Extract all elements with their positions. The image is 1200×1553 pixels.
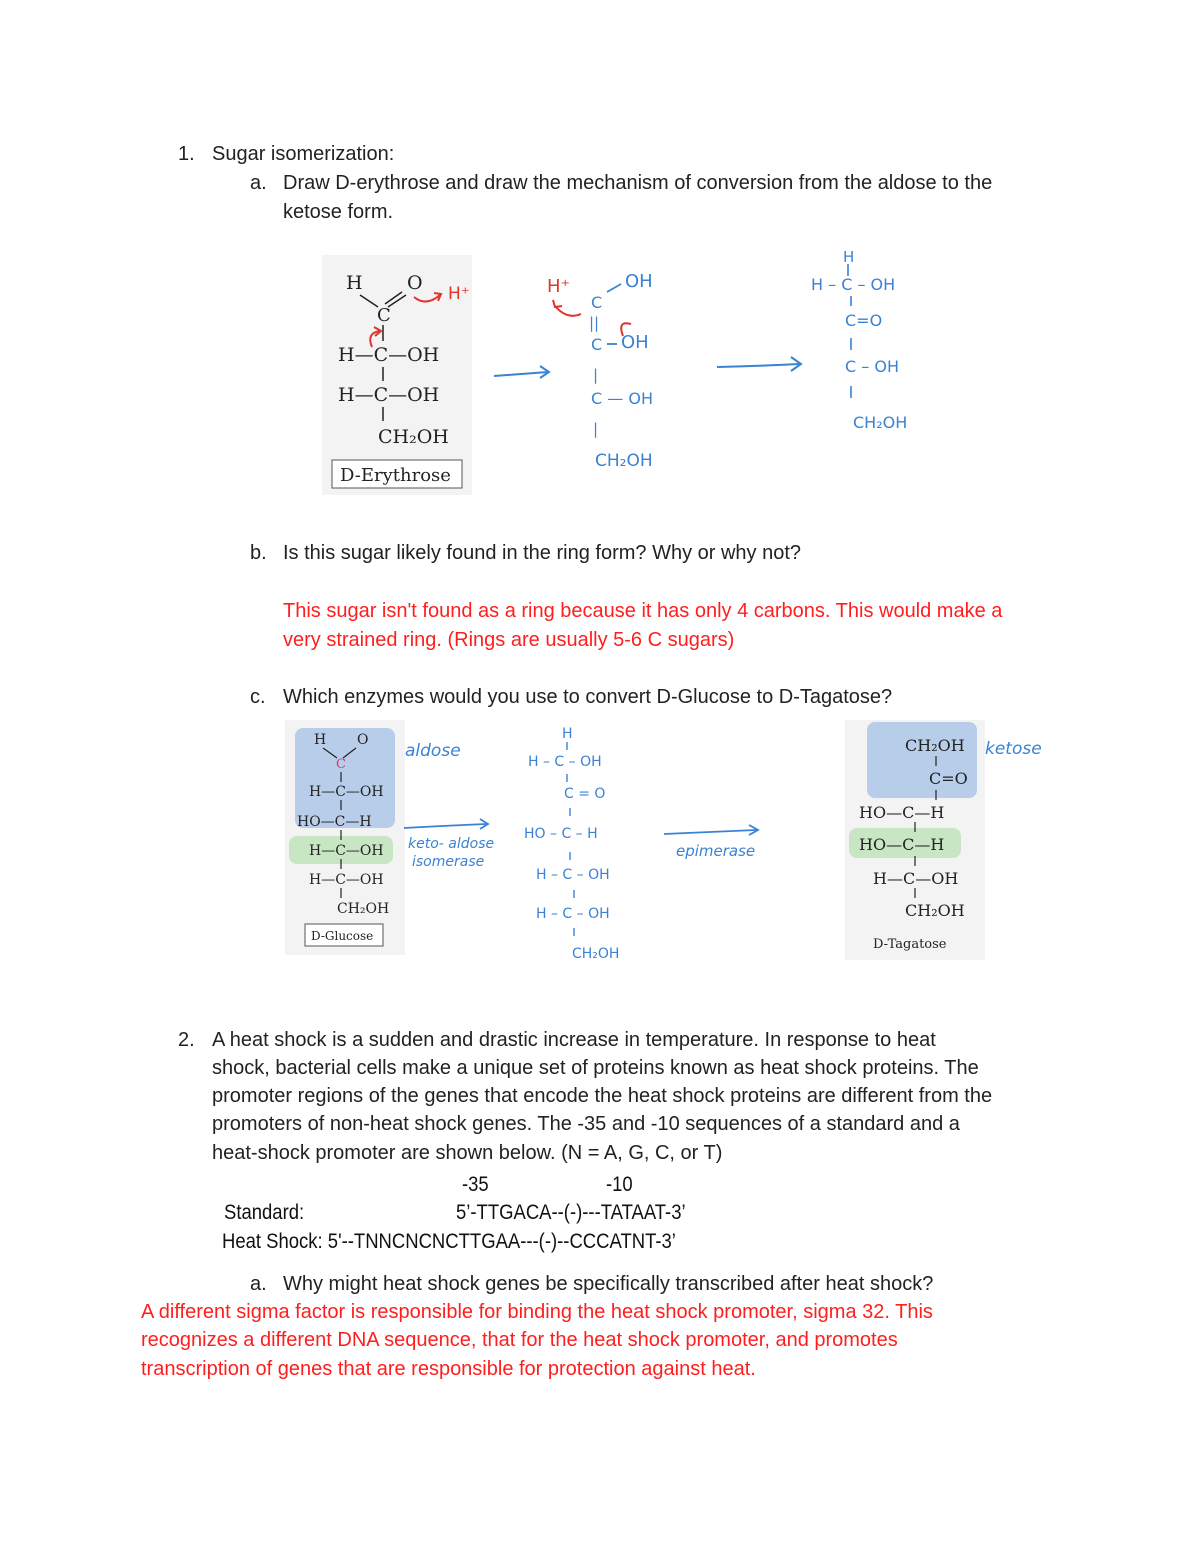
ketose-ch2oh: CH₂OH [853, 413, 908, 432]
q2-number: 2. [178, 1029, 195, 1051]
enediol-oh2: OH [621, 332, 649, 353]
keto-aldose-text: keto- aldose [408, 836, 495, 852]
fructose-row-5: H – C – OH [536, 906, 610, 922]
erythrose-figure [322, 255, 472, 495]
q1-title: Sugar isomerization: [212, 143, 395, 165]
enediol-c3: C — OH [591, 389, 653, 408]
q2-line-4: promoters of non-heat shock genes. The -35 and -10 sequences of a standard and a [212, 1113, 960, 1135]
fructose-row-4: H – C – OH [536, 867, 610, 883]
position-minus-10: -10 [606, 1173, 633, 1196]
aldose-text: aldose [405, 741, 461, 761]
tagatose-caption: D-Tagatose [873, 937, 947, 952]
ketose-row2: C=O [845, 311, 883, 330]
enediol-c1: C [591, 293, 603, 312]
ketose-label [985, 734, 1055, 764]
heat-shock-sequence: Heat Shock: 5'--TNNCNCNCTTGAA---(-)--CCCATNT-3’ [222, 1230, 676, 1253]
isomerase-text: isomerase [412, 854, 485, 870]
reaction-arrow-2 [715, 354, 805, 376]
enediol-c2: C [591, 335, 603, 354]
glucose-figure [285, 720, 405, 955]
erythrose-ch2oh: CH₂OH [378, 426, 449, 448]
enediol-h-plus: H⁺ [547, 276, 571, 297]
standard-label: Standard: [224, 1201, 305, 1224]
glucose-row-2: HO—C—H [297, 814, 372, 830]
glucose-c1: C [336, 757, 346, 772]
erythrose-row1: H—C—OH [338, 344, 440, 366]
q1b-answer-line2: very strained ring. (Rings are usually 5-6 C sugars) [283, 629, 735, 651]
ketose-row3: C – OH [845, 357, 899, 376]
erythrose-row2: H—C—OH [338, 384, 440, 406]
tagatose-ch2oh: CH₂OH [905, 901, 965, 920]
q1c-letter: c. [250, 686, 266, 708]
q1b-letter: b. [250, 542, 267, 564]
fructose-row-1: H – C – OH [528, 754, 602, 770]
fructose-row-3: HO – C – H [524, 826, 598, 842]
erythrose-o: O [407, 272, 423, 294]
q2-line-5: heat-shock promoter are shown below. (N = A, G, C, or T) [212, 1142, 723, 1164]
q2-line-2: shock, bacterial cells make a unique set of proteins known as heat shock proteins. The [212, 1057, 979, 1079]
fructose-ch2oh: CH₂OH [572, 946, 620, 962]
enediol-ch2oh: CH₂OH [595, 451, 653, 471]
erythrose-caption: D-Erythrose [340, 465, 451, 486]
ketose-text: ketose [985, 739, 1042, 759]
glucose-row-1: H—C—OH [309, 784, 384, 800]
q1a-line1: Draw D-erythrose and draw the mechanism of conversion from the aldose to the [283, 172, 993, 194]
q1c-question: Which enzymes would you use to convert D-Glucose to D-Tagatose? [283, 686, 893, 708]
standard-sequence: 5’-TTGACA--(-)---TATAAT-3’ [456, 1201, 686, 1224]
erythrose-h: H [346, 272, 363, 294]
q1a-line2: ketose form. [283, 201, 394, 223]
enediol-sketch [545, 262, 675, 477]
q1b-answer-line1: This sugar isn't found as a ring because it has only 4 carbons. This would make a [283, 600, 1003, 622]
glucose-h: H [314, 732, 327, 748]
erythrose-c1: C [377, 305, 391, 326]
ketose-h: H [843, 248, 855, 266]
enediol-oh-top: OH [625, 271, 653, 292]
fructose-sketch [522, 722, 637, 967]
aldose-label [405, 736, 475, 766]
glucose-row-3: H—C—OH [309, 843, 384, 859]
q2a-answer-line3: transcription of genes that are responsible for protection against heat. [141, 1358, 756, 1380]
glucose-row-4: H—C—OH [309, 872, 384, 888]
ketose-sketch [805, 242, 935, 442]
position-minus-35: -35 [462, 1173, 489, 1196]
q2-line-1: A heat shock is a sudden and drastic increase in temperature. In response to heat [212, 1029, 936, 1051]
tagatose-row-2: C=O [929, 769, 968, 788]
q2a-answer-line2: recognizes a different DNA sequence, that for the heat shock promoter, and promotes [141, 1329, 898, 1351]
q2-line-3: promoter regions of the genes that encode the heat shock proteins are different from the [212, 1085, 993, 1107]
q1b-question: Is this sugar likely found in the ring form? Why or why not? [283, 542, 802, 564]
q1-number: 1. [178, 143, 195, 165]
tagatose-row-1: CH₂OH [905, 736, 965, 755]
tagatose-figure [845, 720, 985, 960]
q2a-letter: a. [250, 1273, 267, 1295]
epimerase-text: epimerase [676, 842, 756, 860]
fructose-h: H [562, 726, 573, 742]
q2a-answer-line1: A different sigma factor is responsible for binding the heat shock promoter, sigma 32. This [141, 1301, 933, 1323]
tagatose-row-3: HO—C—H [859, 803, 945, 822]
ketose-row1: H – C – OH [811, 275, 896, 294]
aldose-highlight [295, 728, 395, 828]
enediol-double-bond: || [589, 314, 600, 332]
q1a-letter: a. [250, 172, 267, 194]
fructose-row-2: C = O [564, 786, 606, 802]
epimerase-label [660, 822, 770, 868]
glucose-o: O [357, 732, 369, 748]
isomerase-label [400, 816, 510, 876]
enediol-bond2: | [593, 420, 599, 438]
q2a-question: Why might heat shock genes be specifically transcribed after heat shock? [283, 1273, 934, 1295]
erythrose-h-plus: H⁺ [448, 284, 470, 304]
enediol-bond1: | [593, 366, 599, 384]
glucose-ch2oh: CH₂OH [337, 901, 390, 917]
glucose-caption: D-Glucose [311, 929, 374, 943]
tagatose-row-4: HO—C—H [859, 835, 945, 854]
tagatose-row-5: H—C—OH [873, 869, 959, 888]
